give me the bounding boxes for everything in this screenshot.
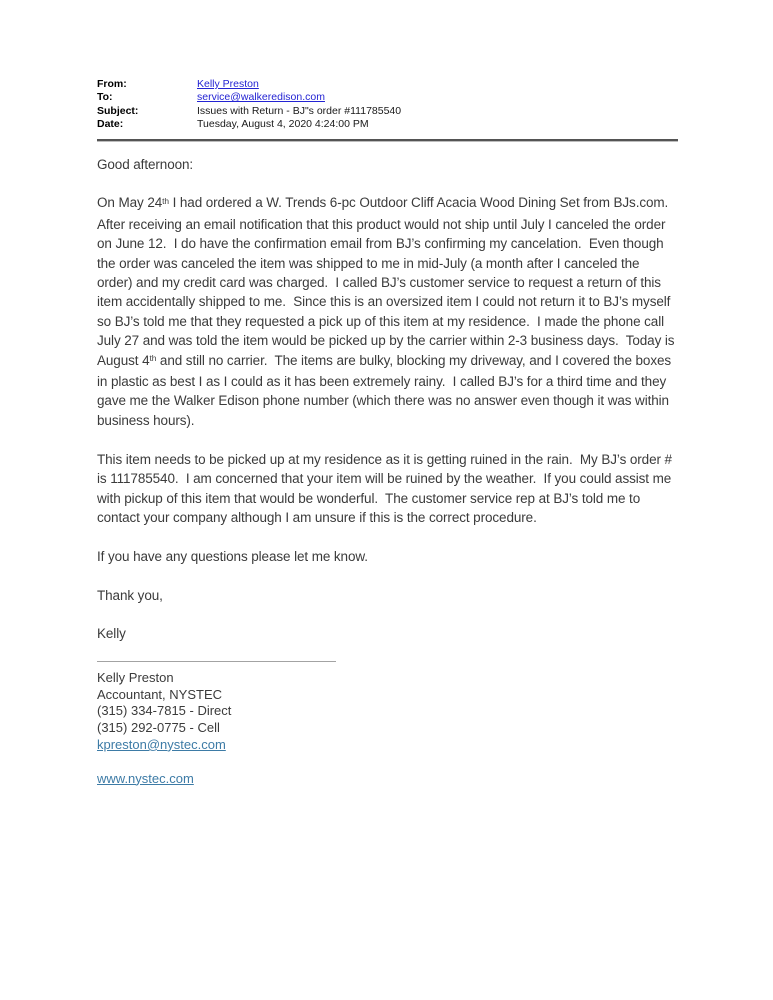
closing-thank-you: Thank you,	[97, 587, 163, 603]
closing-signoff: Kelly	[97, 626, 126, 642]
header-from-label: From:	[97, 78, 127, 90]
paragraph-order-issue-part2: I had ordered a W. Trends 6-pc Outdoor Cliff Acacia Wood Dining Set from BJs.com. After receiving an email notification that this product would not ship until July I canceled the order on June 12. I do have the confirmation email from BJ’s confirming my cancelation. Even though the order was canceled the item was shipped to me in mid-July (a month after I canceled the order) and my credit card was charged. I called BJ’s customer service to request a return of this item accidentally shipped to me. Since this is an oversized item I could not return it to BJ’s myself so BJ’s told me that they requested a pick up of this item at my residence. I made the phone call July 27 and was told the item would be picked up by the carrier within 2-3 business days. Today is August 4	[97, 195, 678, 368]
signature-name: Kelly Preston	[97, 669, 174, 685]
signature-phone-cell: (315) 292-0775 - Cell	[97, 720, 220, 736]
signature-divider	[97, 661, 336, 662]
paragraph-questions: If you have any questions please let me know.	[97, 548, 368, 564]
paragraph-order-issue	[97, 193, 678, 430]
header-from-value-link[interactable]: Kelly Preston	[197, 78, 259, 90]
header-divider-rule	[97, 139, 678, 142]
ordinal-superscript: th	[162, 195, 169, 206]
paragraph-order-issue-part1: On May 24	[97, 195, 163, 211]
header-to-value-link[interactable]: service@walkeredison.com	[197, 91, 325, 104]
signature-email-link[interactable]: kpreston@nystec.com	[97, 736, 226, 752]
header-to-label: To:	[97, 91, 113, 104]
email-header-block	[97, 78, 678, 132]
email-content	[97, 78, 678, 787]
signature-website-link[interactable]: www.nystec.com	[97, 770, 194, 786]
greeting-text: Good afternoon:	[97, 156, 194, 172]
signature-block	[97, 670, 678, 788]
header-date-label: Date:	[97, 118, 124, 131]
header-row-from	[97, 78, 678, 91]
header-row-subject	[97, 105, 678, 118]
header-subject-label: Subject:	[97, 104, 139, 117]
signature-title: Accountant, NYSTEC	[97, 686, 222, 702]
paragraph-pickup-request: This item needs to be picked up at my residence as it is getting ruined in the rain. My BJ’s order # is 111785540. I am concerned that your item will be ruined by the weather. If you could assist me with pickup of this item that would be wonderful. The customer service rep at BJ’s told me to contact your company although I am unsure if this is the correct procedure.	[97, 451, 676, 525]
email-body	[97, 155, 678, 644]
paragraph-order-issue-part3: and still no carrier. The items are bulky, blocking my driveway, and I covered the boxes in plastic as best I as I could as it has been extremely rainy. I called BJ’s for a third time and they gave me the Walker Edison phone number (which there was no answer even though it was within business hours).	[97, 352, 675, 428]
header-row-date	[97, 118, 678, 131]
header-date-value: Tuesday, August 4, 2020 4:24:00 PM	[197, 118, 369, 131]
signature-spacer	[97, 754, 678, 771]
header-row-to	[97, 91, 678, 104]
header-subject-value: Issues with Return - BJ"s order #111785540	[197, 104, 402, 117]
ordinal-superscript: th	[149, 352, 157, 363]
signature-phone-direct: (315) 334-7815 - Direct	[97, 703, 232, 719]
